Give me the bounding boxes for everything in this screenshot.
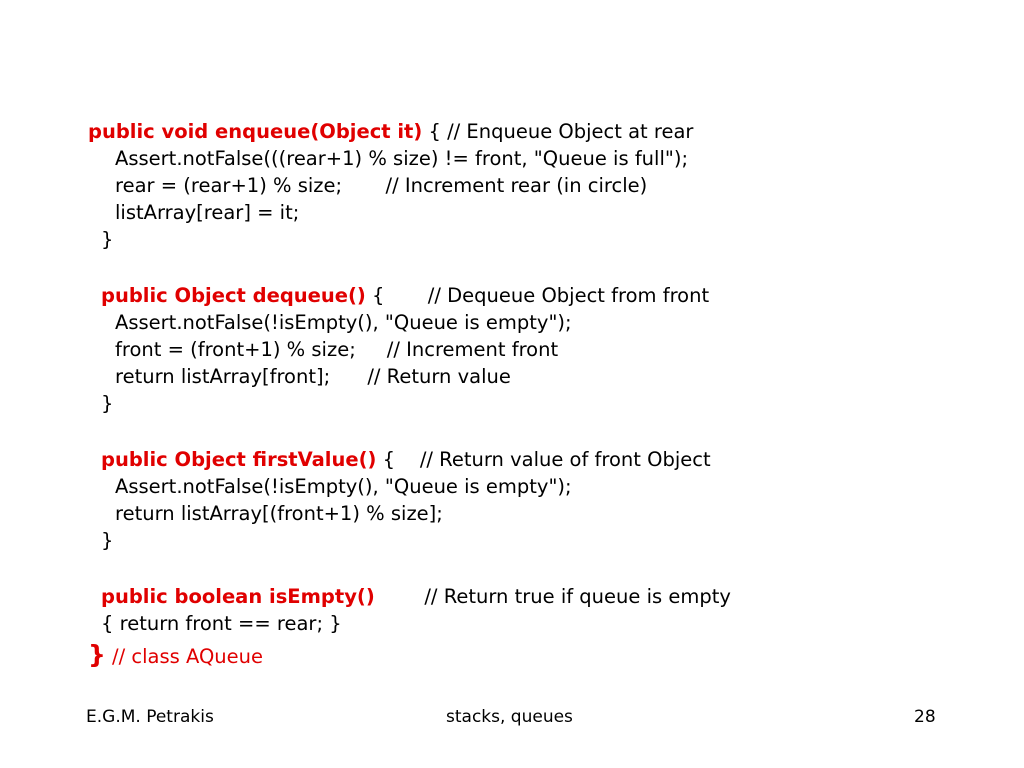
isempty-signature: public boolean isEmpty(): [101, 585, 375, 608]
firstvalue-signature-line: [101, 446, 711, 473]
class-end-line: [88, 641, 263, 670]
dequeue-signature: public Object dequeue(): [101, 284, 366, 307]
firstvalue-line-2: return listArray[(front+1) % size];: [115, 502, 443, 525]
dequeue-signature-line: [101, 282, 709, 309]
dequeue-comment: { // Dequeue Object from front: [365, 284, 710, 307]
class-end-comment: // class AQueue: [105, 645, 264, 668]
dequeue-close-brace: }: [101, 392, 114, 415]
footer-page-number: 28: [914, 707, 936, 727]
enqueue-line-2: rear = (rear+1) % size; // Increment rear (in circle): [115, 174, 648, 197]
firstvalue-line-1: Assert.notFalse(!isEmpty(), "Queue is empty");: [115, 475, 572, 498]
isempty-signature-line: [101, 583, 731, 610]
enqueue-signature: public void enqueue(Object it): [88, 120, 423, 143]
footer-author: E.G.M. Petrakis: [86, 707, 214, 727]
footer-topic: stacks, queues: [446, 707, 573, 727]
firstvalue-signature: public Object firstValue(): [101, 448, 377, 471]
enqueue-signature-line: [88, 118, 693, 145]
isempty-comment: // Return true if queue is empty: [374, 585, 731, 608]
enqueue-close-brace: }: [101, 228, 114, 251]
dequeue-line-1: Assert.notFalse(!isEmpty(), "Queue is empty");: [115, 311, 572, 334]
isempty-body: { return front == rear; }: [101, 612, 342, 635]
dequeue-line-2: front = (front+1) % size; // Increment front: [115, 338, 559, 361]
class-close-brace: }: [88, 640, 106, 669]
firstvalue-comment: { // Return value of front Object: [376, 448, 711, 471]
firstvalue-close-brace: }: [101, 529, 114, 552]
dequeue-line-3: return listArray[front]; // Return value: [115, 365, 511, 388]
enqueue-line-1: Assert.notFalse(((rear+1) % size) != front, "Queue is full");: [115, 147, 689, 170]
enqueue-line-3: listArray[rear] = it;: [115, 201, 300, 224]
enqueue-comment: { // Enqueue Object at rear: [422, 120, 694, 143]
